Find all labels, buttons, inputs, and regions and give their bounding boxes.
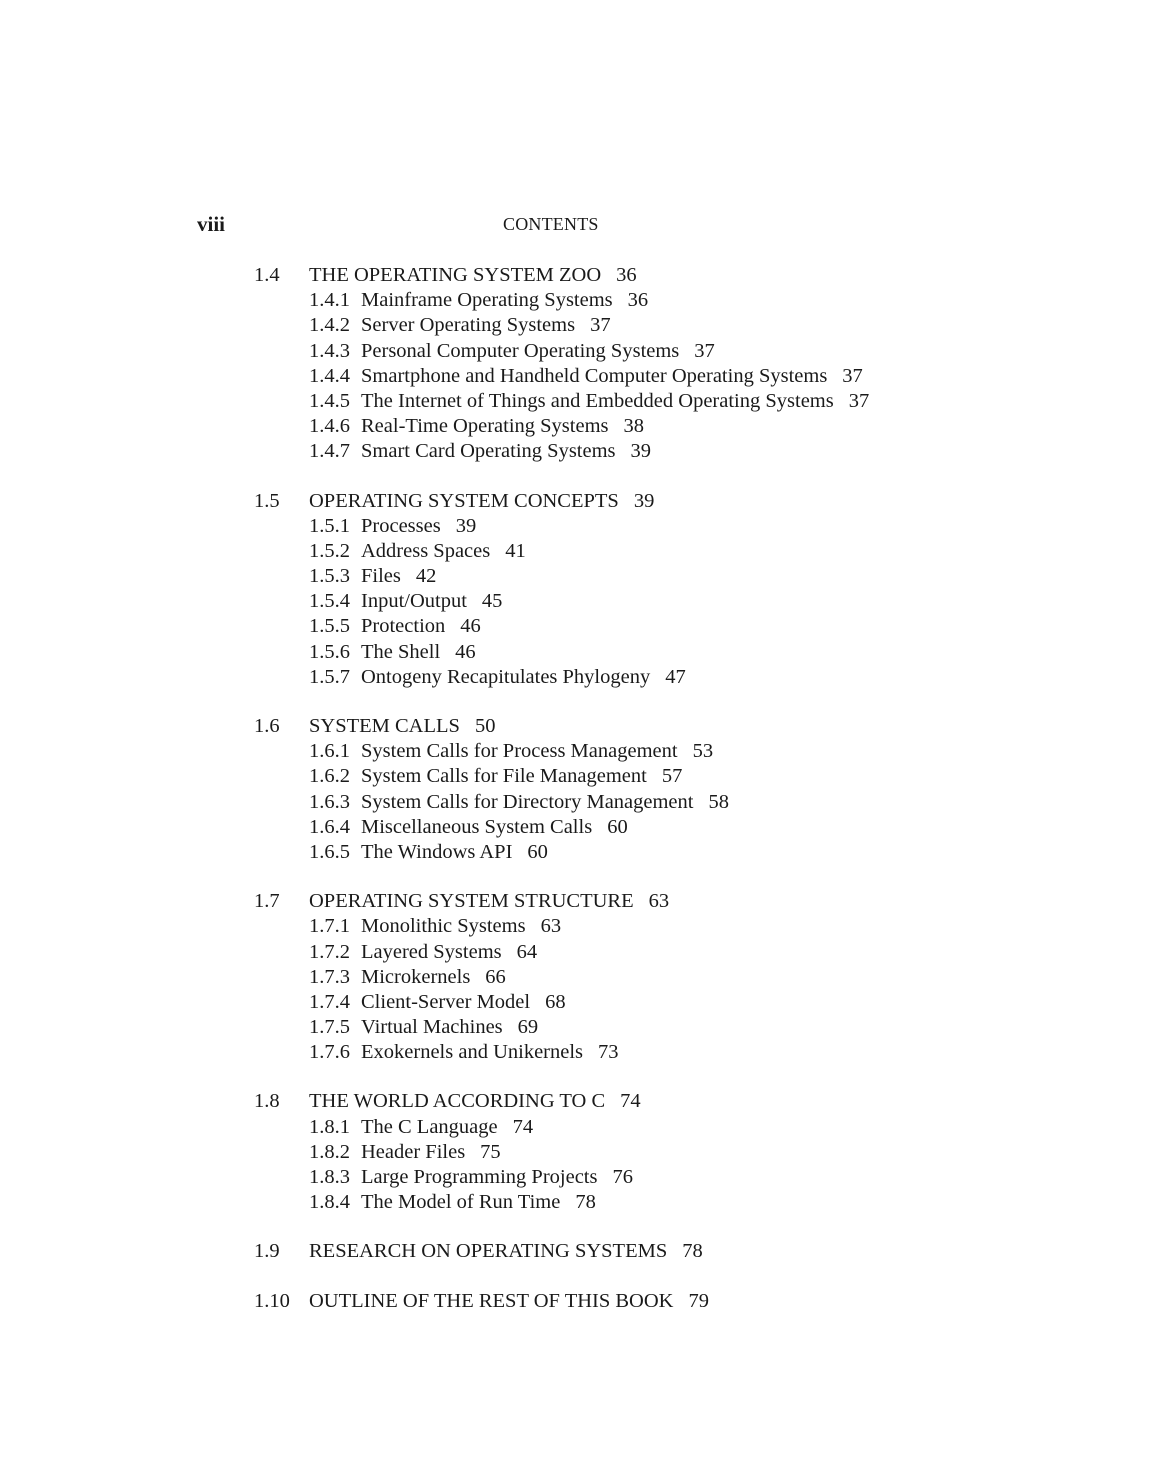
toc-subsection[interactable] [254,288,974,313]
toc-section [254,263,974,465]
subsection-title: Address Spaces [361,539,491,562]
toc-subsection[interactable] [254,1015,974,1040]
toc-section [254,1289,974,1314]
subsection-number: 1.5.6 [309,640,350,663]
subsection-page: 76 [612,1166,633,1188]
subsection-title: Layered Systems [361,940,502,963]
toc-subsection[interactable] [254,764,974,789]
toc-subsection[interactable] [254,514,974,539]
subsection-title: Files [361,565,401,588]
page-header [197,212,917,242]
toc-subsection[interactable] [254,389,974,414]
toc-section-heading[interactable] [254,1089,974,1114]
section-number: 1.9 [254,1240,280,1263]
toc-subsection[interactable] [254,965,974,990]
subsection-number: 1.4.2 [309,314,350,337]
section-number: 1.8 [254,1090,280,1113]
subsection-number: 1.4.6 [309,415,350,438]
section-title: THE WORLD ACCORDING TO C [309,1090,606,1113]
subsection-number: 1.5.7 [309,665,350,688]
toc-section-heading[interactable] [254,1239,974,1264]
subsection-number: 1.7.3 [309,965,350,988]
subsection-title: Microkernels [361,965,471,988]
section-page: 78 [682,1240,703,1263]
toc-section-heading[interactable] [254,714,974,739]
toc-section-heading[interactable] [254,489,974,514]
subsection-page: 38 [623,415,645,438]
toc-subsection[interactable] [254,840,974,865]
toc-subsection[interactable] [254,614,974,639]
subsection-page: 36 [627,289,649,312]
toc-subsection[interactable] [254,1115,974,1140]
toc-subsection[interactable] [254,940,974,965]
toc-subsection[interactable] [254,815,974,840]
toc-subsection[interactable] [254,640,974,665]
toc-subsection[interactable] [254,313,974,338]
section-number: 1.5 [254,489,280,512]
subsection-page: 73 [598,1041,619,1064]
subsection-title: The Shell [361,640,441,663]
subsection-number: 1.5.3 [309,565,350,588]
subsection-page: 45 [481,590,503,613]
section-title: THE OPERATING SYSTEM ZOO [309,264,602,286]
subsection-page: 39 [630,440,652,463]
subsection-title: Monolithic Systems [361,915,526,938]
subsection-page: 68 [545,990,566,1013]
subsection-number: 1.6.5 [309,840,350,863]
toc-subsection[interactable] [254,339,974,364]
section-page: 74 [620,1090,641,1113]
subsection-title: Ontogeny Recapitulates Phylogeny [361,665,651,688]
subsection-page: 60 [527,840,548,863]
subsection-title: Server Operating Systems [361,314,576,337]
toc-section [254,714,974,865]
section-page: 36 [616,264,637,286]
subsection-title: Personal Computer Operating Systems [361,339,680,362]
subsection-title: The Windows API [361,840,513,863]
section-number: 1.7 [254,890,280,913]
subsection-title: The C Language [361,1115,498,1138]
subsection-number: 1.5.1 [309,514,350,537]
subsection-page: 57 [661,765,683,788]
subsection-number: 1.8.1 [309,1115,350,1138]
toc-section [254,489,974,691]
section-page: 50 [474,715,496,737]
subsection-title: Smart Card Operating Systems [361,440,616,463]
subsection-number: 1.6.4 [309,815,350,838]
subsection-page: 37 [694,339,715,362]
subsection-title: System Calls for Directory Management [361,790,694,813]
subsection-number: 1.4.1 [309,289,350,312]
subsection-page: 74 [512,1115,534,1138]
toc-subsection[interactable] [254,364,974,389]
subsection-number: 1.5.4 [309,590,350,613]
toc-subsection[interactable] [254,665,974,690]
section-number: 1.6 [254,715,280,737]
page-number: viii [197,212,226,236]
toc-subsection[interactable] [254,564,974,589]
toc-subsection[interactable] [254,990,974,1015]
subsection-title: Miscellaneous System Calls [361,815,593,838]
subsection-page: 39 [455,514,477,537]
subsection-title: Virtual Machines [361,1016,503,1039]
section-number: 1.10 [254,1289,290,1312]
toc-section [254,889,974,1065]
subsection-number: 1.5.2 [309,539,350,562]
toc-subsection[interactable] [254,1040,974,1065]
toc-subsection[interactable] [254,1140,974,1165]
toc-subsection[interactable] [254,1190,974,1215]
toc-subsection[interactable] [254,539,974,564]
subsection-page: 37 [848,389,870,412]
toc-subsection[interactable] [254,589,974,614]
subsection-number: 1.6.2 [309,765,350,788]
subsection-number: 1.8.3 [309,1166,350,1188]
subsection-title: Protection [361,615,446,638]
subsection-number: 1.8.4 [309,1191,350,1214]
subsection-title: Input/Output [361,590,467,613]
subsection-title: System Calls for File Management [361,765,647,788]
subsection-page: 46 [460,615,481,638]
subsection-number: 1.5.5 [309,615,350,638]
section-title: OPERATING SYSTEM STRUCTURE [309,890,634,913]
subsection-number: 1.4.4 [309,364,350,387]
subsection-number: 1.7.5 [309,1016,350,1039]
subsection-title: Real-Time Operating Systems [361,415,609,438]
subsection-page: 37 [590,314,611,337]
toc-subsection[interactable] [254,439,974,464]
subsection-page: 37 [842,364,863,387]
subsection-page: 66 [485,965,506,988]
subsection-number: 1.6.3 [309,790,350,813]
subsection-number: 1.7.1 [309,915,350,938]
subsection-title: Mainframe Operating Systems [361,289,613,312]
subsection-page: 60 [607,815,628,838]
toc-subsection[interactable] [254,914,974,939]
section-page: 39 [633,489,655,512]
subsection-title: Smartphone and Handheld Computer Operating Systems [361,364,828,387]
subsection-page: 75 [480,1140,501,1163]
section-page: 63 [648,890,670,913]
running-head: CONTENTS [503,214,599,234]
toc-subsection[interactable] [254,1165,974,1190]
subsection-number: 1.8.2 [309,1140,350,1163]
subsection-number: 1.7.4 [309,990,350,1013]
section-title: OUTLINE OF THE REST OF THIS BOOK [309,1289,674,1312]
toc-subsection[interactable] [254,739,974,764]
subsection-page: 46 [455,640,476,663]
toc-section [254,1089,974,1215]
section-number: 1.4 [254,264,280,286]
subsection-page: 64 [516,940,538,963]
toc-section [254,1239,974,1264]
subsection-page: 53 [692,740,714,763]
subsection-number: 1.7.6 [309,1041,350,1064]
subsection-number: 1.7.2 [309,940,350,963]
subsection-title: Large Programming Projects [361,1166,598,1188]
subsection-number: 1.4.5 [309,389,350,412]
table-of-contents [254,263,974,1338]
subsection-title: Processes [361,514,441,537]
section-title: OPERATING SYSTEM CONCEPTS [309,489,619,512]
section-title: RESEARCH ON OPERATING SYSTEMS [309,1240,668,1263]
subsection-page: 47 [665,665,686,688]
subsection-page: 42 [415,565,437,588]
subsection-title: Header Files [361,1140,466,1163]
toc-subsection[interactable] [254,414,974,439]
toc-section-heading[interactable] [254,1289,974,1314]
subsection-page: 69 [517,1016,539,1039]
subsection-page: 41 [505,539,526,562]
subsection-page: 58 [708,790,729,813]
toc-section-heading[interactable] [254,263,974,288]
subsection-number: 1.4.3 [309,339,350,362]
subsection-page: 78 [575,1191,596,1214]
toc-section-heading[interactable] [254,889,974,914]
section-page: 79 [688,1289,709,1312]
subsection-number: 1.6.1 [309,740,350,763]
subsection-title: Client-Server Model [361,990,531,1013]
section-title: SYSTEM CALLS [309,715,460,737]
subsection-title: The Internet of Things and Embedded Operating Systems [361,389,834,412]
subsection-title: Exokernels and Unikernels [361,1041,584,1064]
subsection-page: 63 [540,915,562,938]
subsection-title: System Calls for Process Management [361,740,678,763]
subsection-title: The Model of Run Time [361,1191,561,1214]
toc-subsection[interactable] [254,790,974,815]
subsection-number: 1.4.7 [309,440,350,463]
